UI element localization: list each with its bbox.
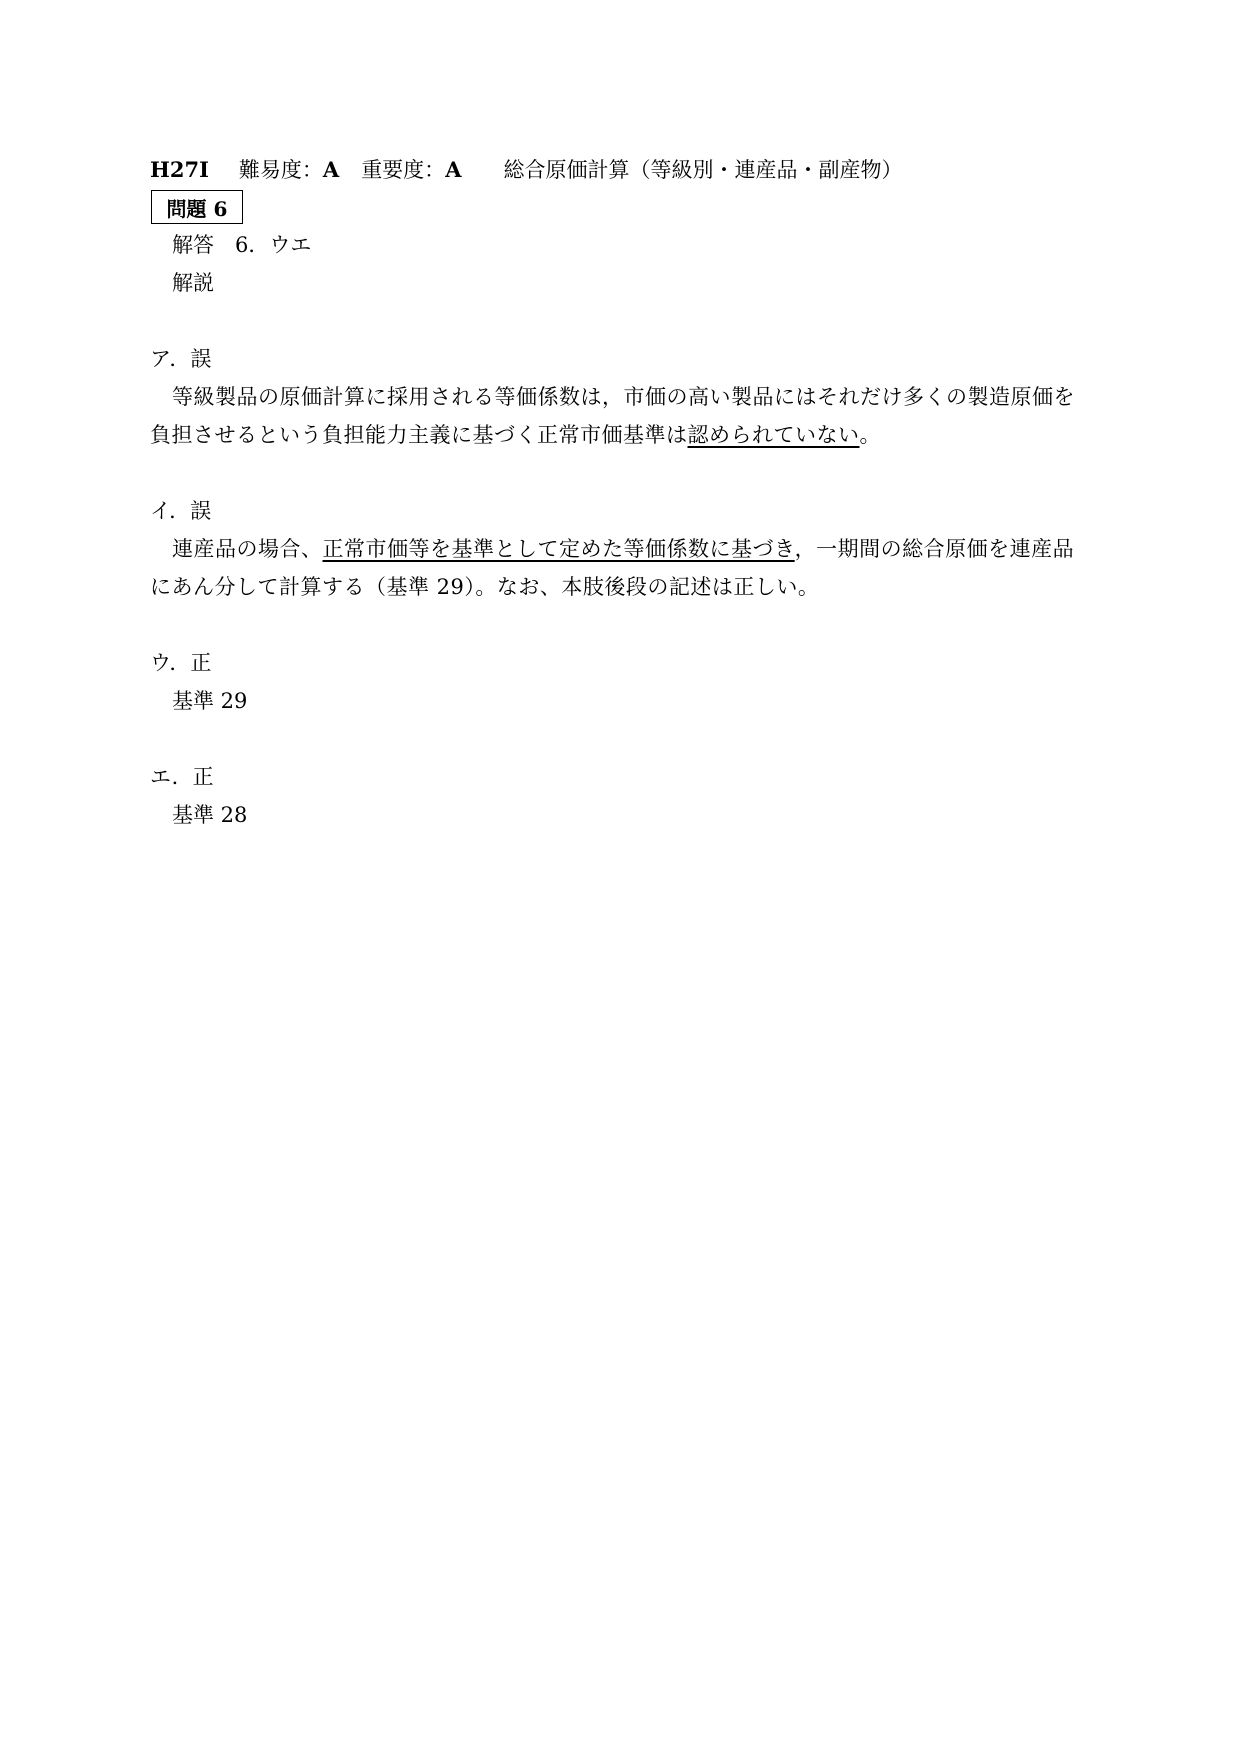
header-line [150,155,902,185]
text-segment: 連産品の場合、 [172,537,323,561]
explanation-label: 解説 [172,271,214,295]
underlined-text: 認められていない [687,423,860,447]
text-segment: 等級製品の原価計算に採用される等価係数は，市価の高い製品にはそれだけ多くの製造原価を [172,385,1075,409]
answer-line: 解答 6．ウエ [172,233,312,257]
item-heading-e: エ．正 [150,765,214,789]
importance-label: 重要度： [361,158,446,182]
item-heading-i: イ．誤 [150,499,212,523]
difficulty-label: 難易度： [238,158,323,182]
item-heading-a: ア．誤 [150,347,212,371]
underlined-text: 正常市価等を基準として定めた等価係数に基づき [322,537,795,561]
item-a-line-2 [150,420,881,450]
text-segment: 負担させるという負担能力主義に基づく正常市価基準は [150,423,688,447]
topic-title: 総合原価計算（等級別・連産品・副産物） [503,158,903,182]
item-i-line-2 [150,572,819,602]
item-heading-u: ウ．正 [150,651,212,675]
question-code: H27I [150,157,209,182]
text-segment: にあん分して計算する（基準 29）。なお、本肢後段の記述は正しい。 [150,575,820,599]
text-segment: 。 [859,423,881,447]
item-u-line-1: 基準 29 [172,689,248,713]
item-e-line-1: 基準 28 [172,803,248,827]
item-a-line-1 [172,382,1075,412]
text-segment: ，一期間の総合原価を連産品 [794,537,1075,561]
difficulty-value: A [322,157,340,182]
question-number-box: 問題 6 [151,190,243,224]
item-i-line-1 [172,534,1074,564]
importance-value: A [445,157,462,182]
